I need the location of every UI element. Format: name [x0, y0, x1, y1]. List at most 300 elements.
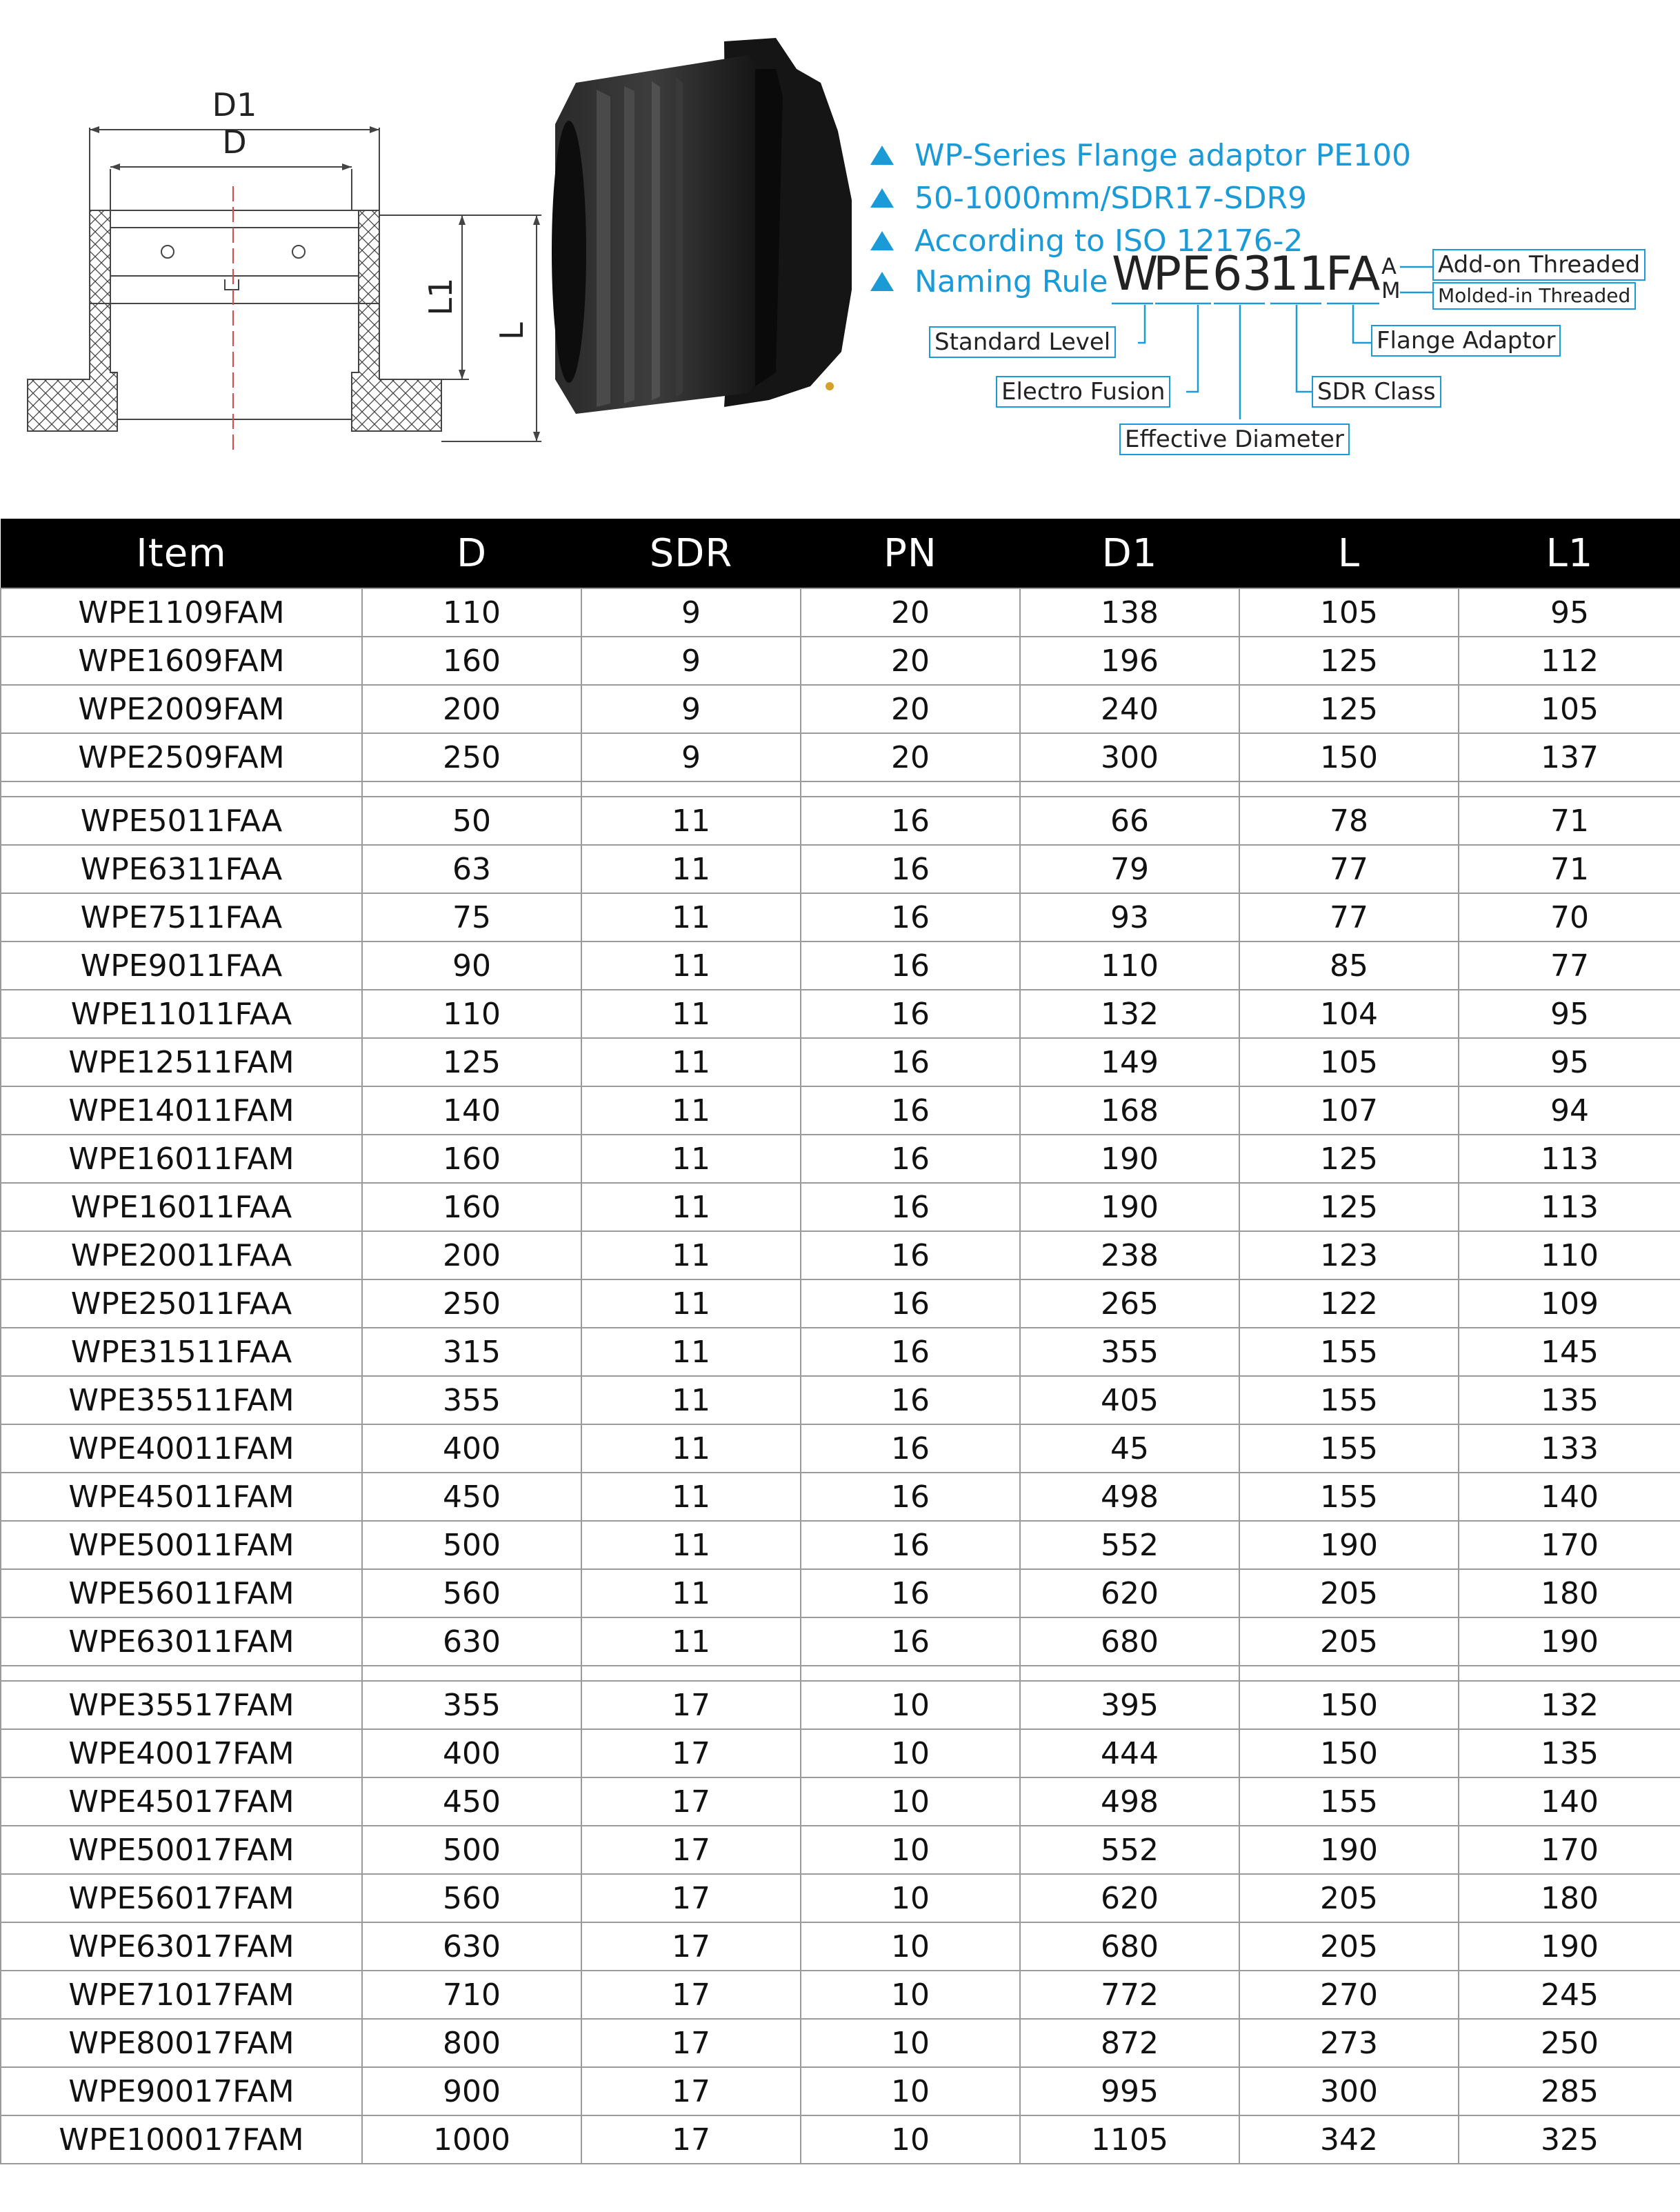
cell-l: 205 [1239, 1874, 1459, 1922]
cell-d1: 190 [1020, 1183, 1239, 1231]
tag-electro-fusion: Electro Fusion [996, 376, 1170, 408]
cell-pn: 16 [801, 1424, 1020, 1473]
cell-pn: 16 [801, 1521, 1020, 1569]
cell-l1: 170 [1459, 1521, 1680, 1569]
feature-item-series [870, 134, 1411, 176]
table-row [1, 1874, 1680, 1922]
cell-d1: 93 [1020, 893, 1239, 941]
cell-l1: 95 [1459, 1038, 1680, 1086]
cell-l1: 245 [1459, 1971, 1680, 2019]
cell-l1: 110 [1459, 1231, 1680, 1279]
cell-d1: 190 [1020, 1135, 1239, 1183]
triangle-bullet-icon [870, 272, 894, 291]
cell-sdr: 11 [581, 1086, 801, 1135]
table-row [1, 1183, 1680, 1231]
code-part-standard-level: W [1112, 247, 1159, 301]
cell-sdr: 9 [581, 733, 801, 781]
cell-l1: 71 [1459, 797, 1680, 845]
cell-sdr: 17 [581, 1729, 801, 1777]
header-sdr: SDR [581, 519, 801, 588]
cell-l1: 70 [1459, 893, 1680, 941]
cell-sdr: 11 [581, 1038, 801, 1086]
triangle-bullet-icon [870, 146, 894, 165]
cell-pn: 16 [801, 990, 1020, 1038]
cell-sdr: 11 [581, 1183, 801, 1231]
separator-cell [1459, 781, 1680, 797]
cell-l: 205 [1239, 1617, 1459, 1666]
cell-d1: 995 [1020, 2067, 1239, 2115]
cell-pn: 16 [801, 1086, 1020, 1135]
cell-l: 123 [1239, 1231, 1459, 1279]
cell-item: WPE71017FAM [1, 1971, 362, 2019]
cell-d1: 872 [1020, 2019, 1239, 2067]
cell-d1: 355 [1020, 1328, 1239, 1376]
cell-pn: 16 [801, 845, 1020, 893]
cell-l: 155 [1239, 1328, 1459, 1376]
separator-cell [1239, 781, 1459, 797]
cell-sdr: 11 [581, 1328, 801, 1376]
cell-d1: 680 [1020, 1617, 1239, 1666]
code-part-electro-fusion: PE [1153, 247, 1211, 301]
cell-d: 110 [362, 990, 581, 1038]
cell-l1: 132 [1459, 1681, 1680, 1729]
cell-l1: 190 [1459, 1617, 1680, 1666]
l-label: L [493, 322, 530, 340]
feature-text: 50-1000mm/SDR17-SDR9 [914, 180, 1308, 216]
cell-d: 63 [362, 845, 581, 893]
cell-sdr: 17 [581, 1681, 801, 1729]
cell-l: 125 [1239, 1135, 1459, 1183]
separator-cell [581, 781, 801, 797]
code-part-flange-adaptor: FA [1326, 247, 1381, 301]
cell-l1: 95 [1459, 990, 1680, 1038]
cell-l1: 71 [1459, 845, 1680, 893]
cell-l: 155 [1239, 1424, 1459, 1473]
cell-l: 205 [1239, 1922, 1459, 1971]
cell-l: 105 [1239, 1038, 1459, 1086]
cell-l1: 145 [1459, 1328, 1680, 1376]
tag-add-on-threaded: Add-on Threaded [1432, 249, 1646, 281]
table-row [1, 1777, 1680, 1826]
separator-cell [1459, 1666, 1680, 1681]
cell-pn: 10 [801, 1777, 1020, 1826]
cell-item: WPE35517FAM [1, 1681, 362, 1729]
cell-sdr: 11 [581, 1279, 801, 1328]
cell-d1: 405 [1020, 1376, 1239, 1424]
triangle-bullet-icon [870, 231, 894, 250]
cell-item: WPE2509FAM [1, 733, 362, 781]
cell-l: 150 [1239, 1681, 1459, 1729]
cell-pn: 20 [801, 588, 1020, 637]
feature-item-naming-rule [870, 261, 1108, 302]
cell-d1: 1105 [1020, 2115, 1239, 2164]
d1-label: D1 [212, 86, 257, 123]
cell-l1: 250 [1459, 2019, 1680, 2067]
cell-sdr: 17 [581, 1826, 801, 1874]
cell-pn: 16 [801, 1183, 1020, 1231]
separator-cell [581, 1666, 801, 1681]
cell-sdr: 9 [581, 685, 801, 733]
cell-d: 500 [362, 1521, 581, 1569]
cell-item: WPE31511FAA [1, 1328, 362, 1376]
cell-item: WPE25011FAA [1, 1279, 362, 1328]
cell-d1: 680 [1020, 1922, 1239, 1971]
tag-standard-level: Standard Level [929, 326, 1116, 358]
table-row [1, 1424, 1680, 1473]
cell-l1: 95 [1459, 588, 1680, 637]
cell-item: WPE40011FAM [1, 1424, 362, 1473]
cell-d: 1000 [362, 2115, 581, 2164]
cell-d: 630 [362, 1922, 581, 1971]
cell-sdr: 17 [581, 2019, 801, 2067]
cell-sdr: 11 [581, 893, 801, 941]
cell-d1: 110 [1020, 941, 1239, 990]
cell-sdr: 9 [581, 637, 801, 685]
table-row [1, 1038, 1680, 1086]
cell-l: 150 [1239, 733, 1459, 781]
cell-l1: 190 [1459, 1922, 1680, 1971]
cell-l: 77 [1239, 893, 1459, 941]
separator-cell [801, 781, 1020, 797]
cell-pn: 16 [801, 1231, 1020, 1279]
cell-d1: 79 [1020, 845, 1239, 893]
cell-l: 77 [1239, 845, 1459, 893]
cell-d: 75 [362, 893, 581, 941]
table-row [1, 1279, 1680, 1328]
cell-d: 900 [362, 2067, 581, 2115]
cell-pn: 16 [801, 1279, 1020, 1328]
cell-sdr: 11 [581, 1135, 801, 1183]
cell-l: 273 [1239, 2019, 1459, 2067]
cell-l: 155 [1239, 1473, 1459, 1521]
cell-pn: 10 [801, 1826, 1020, 1874]
cell-l: 104 [1239, 990, 1459, 1038]
cell-l: 342 [1239, 2115, 1459, 2164]
cell-d1: 300 [1020, 733, 1239, 781]
cell-sdr: 17 [581, 1777, 801, 1826]
separator-cell [1239, 1666, 1459, 1681]
cell-d: 125 [362, 1038, 581, 1086]
triangle-bullet-icon [870, 188, 894, 208]
cell-pn: 20 [801, 637, 1020, 685]
cell-l1: 180 [1459, 1874, 1680, 1922]
cell-d1: 138 [1020, 588, 1239, 637]
cell-l: 150 [1239, 1729, 1459, 1777]
cell-l1: 180 [1459, 1569, 1680, 1617]
suffix-option-a: A [1381, 253, 1397, 279]
separator-cell [1, 781, 362, 797]
cell-pn: 16 [801, 1038, 1020, 1086]
cell-sdr: 17 [581, 2067, 801, 2115]
code-part-sdr-class: 11 [1269, 247, 1329, 301]
cell-item: WPE63017FAM [1, 1922, 362, 1971]
cell-pn: 16 [801, 1328, 1020, 1376]
tag-molded-in-threaded: Molded-in Threaded [1432, 282, 1636, 310]
cell-pn: 10 [801, 1681, 1020, 1729]
cell-sdr: 17 [581, 1922, 801, 1971]
table-row [1, 893, 1680, 941]
cell-pn: 16 [801, 1135, 1020, 1183]
cell-d: 110 [362, 588, 581, 637]
cell-sdr: 9 [581, 588, 801, 637]
cell-d1: 238 [1020, 1231, 1239, 1279]
cell-sdr: 17 [581, 1874, 801, 1922]
cell-l1: 135 [1459, 1729, 1680, 1777]
separator-cell [362, 1666, 581, 1681]
cell-l1: 77 [1459, 941, 1680, 990]
cell-pn: 16 [801, 941, 1020, 990]
cell-d1: 444 [1020, 1729, 1239, 1777]
separator-cell [1020, 781, 1239, 797]
cell-l: 205 [1239, 1569, 1459, 1617]
cell-item: WPE35511FAM [1, 1376, 362, 1424]
cell-d: 355 [362, 1376, 581, 1424]
feature-text: According to ISO 12176-2 [914, 223, 1303, 259]
tag-flange-adaptor: Flange Adaptor [1371, 325, 1561, 357]
feature-text: Naming Rule [914, 263, 1108, 299]
cell-pn: 16 [801, 1569, 1020, 1617]
cell-item: WPE9011FAA [1, 941, 362, 990]
cell-l1: 112 [1459, 637, 1680, 685]
cell-l: 107 [1239, 1086, 1459, 1135]
table-row [1, 1473, 1680, 1521]
cell-item: WPE40017FAM [1, 1729, 362, 1777]
separator-cell [362, 781, 581, 797]
cell-item: WPE20011FAA [1, 1231, 362, 1279]
tag-effective-diameter: Effective Diameter [1119, 424, 1350, 455]
table-header-row [1, 519, 1680, 588]
cell-l: 155 [1239, 1777, 1459, 1826]
group-separator-row [1, 781, 1680, 797]
cell-sdr: 11 [581, 845, 801, 893]
cell-l1: 113 [1459, 1183, 1680, 1231]
cell-l: 105 [1239, 588, 1459, 637]
feature-item-size-range [870, 177, 1307, 219]
cell-d: 200 [362, 1231, 581, 1279]
cell-d: 500 [362, 1826, 581, 1874]
cell-item: WPE1609FAM [1, 637, 362, 685]
cell-d: 710 [362, 1971, 581, 2019]
cell-item: WPE45017FAM [1, 1777, 362, 1826]
cell-d: 315 [362, 1328, 581, 1376]
group-separator-row [1, 1666, 1680, 1681]
cell-d: 160 [362, 1135, 581, 1183]
cell-l1: 140 [1459, 1777, 1680, 1826]
separator-cell [1020, 1666, 1239, 1681]
table-row [1, 1971, 1680, 2019]
cell-l1: 140 [1459, 1473, 1680, 1521]
cell-l1: 113 [1459, 1135, 1680, 1183]
cell-item: WPE50011FAM [1, 1521, 362, 1569]
cell-pn: 16 [801, 797, 1020, 845]
cell-d1: 66 [1020, 797, 1239, 845]
cell-d: 250 [362, 1279, 581, 1328]
cell-l1: 137 [1459, 733, 1680, 781]
table-row [1, 1681, 1680, 1729]
cell-sdr: 11 [581, 797, 801, 845]
cell-l: 125 [1239, 637, 1459, 685]
cell-l: 125 [1239, 685, 1459, 733]
cell-l: 122 [1239, 1279, 1459, 1328]
cell-item: WPE6311FAA [1, 845, 362, 893]
cell-d: 90 [362, 941, 581, 990]
cell-pn: 10 [801, 2115, 1020, 2164]
cell-l: 78 [1239, 797, 1459, 845]
cell-l: 190 [1239, 1521, 1459, 1569]
cell-pn: 10 [801, 2019, 1020, 2067]
cell-d: 630 [362, 1617, 581, 1666]
cell-d: 450 [362, 1777, 581, 1826]
table-row [1, 2019, 1680, 2067]
cell-l1: 325 [1459, 2115, 1680, 2164]
table-row [1, 1376, 1680, 1424]
cell-item: WPE14011FAM [1, 1086, 362, 1135]
cell-pn: 16 [801, 1376, 1020, 1424]
cell-item: WPE50017FAM [1, 1826, 362, 1874]
table-row [1, 1135, 1680, 1183]
table-row [1, 941, 1680, 990]
cell-d: 160 [362, 637, 581, 685]
cell-d1: 240 [1020, 685, 1239, 733]
table-row [1, 637, 1680, 685]
header-d: D [362, 519, 581, 588]
cell-d1: 168 [1020, 1086, 1239, 1135]
header-l1: L1 [1459, 519, 1680, 588]
cell-pn: 16 [801, 1617, 1020, 1666]
separator-cell [1, 1666, 362, 1681]
cell-sdr: 11 [581, 1473, 801, 1521]
specification-table [0, 519, 1680, 2164]
cell-d1: 498 [1020, 1777, 1239, 1826]
cell-l: 125 [1239, 1183, 1459, 1231]
flange-adaptor-product-image [548, 28, 872, 435]
cell-sdr: 11 [581, 941, 801, 990]
table-row [1, 1729, 1680, 1777]
table-row [1, 588, 1680, 637]
cell-d: 140 [362, 1086, 581, 1135]
header-item: Item [1, 519, 362, 588]
cell-l1: 133 [1459, 1424, 1680, 1473]
cell-sdr: 11 [581, 1376, 801, 1424]
cell-sdr: 11 [581, 1424, 801, 1473]
cell-d1: 395 [1020, 1681, 1239, 1729]
cell-pn: 10 [801, 1729, 1020, 1777]
table-row [1, 845, 1680, 893]
table-row [1, 1826, 1680, 1874]
cell-item: WPE16011FAA [1, 1183, 362, 1231]
table-row [1, 1328, 1680, 1376]
cell-l1: 170 [1459, 1826, 1680, 1874]
cell-item: WPE56017FAM [1, 1874, 362, 1922]
table-row [1, 2067, 1680, 2115]
cell-l: 155 [1239, 1376, 1459, 1424]
d-label: D [222, 123, 247, 161]
cell-d1: 45 [1020, 1424, 1239, 1473]
cell-sdr: 11 [581, 1231, 801, 1279]
cell-pn: 16 [801, 893, 1020, 941]
cell-item: WPE5011FAA [1, 797, 362, 845]
cell-sdr: 11 [581, 1521, 801, 1569]
cell-item: WPE2009FAM [1, 685, 362, 733]
cell-l1: 94 [1459, 1086, 1680, 1135]
cell-l1: 105 [1459, 685, 1680, 733]
table-row [1, 685, 1680, 733]
cell-item: WPE11011FAA [1, 990, 362, 1038]
cell-d1: 552 [1020, 1521, 1239, 1569]
cell-pn: 10 [801, 1874, 1020, 1922]
cell-d: 355 [362, 1681, 581, 1729]
tag-sdr-class: SDR Class [1312, 376, 1441, 408]
cell-d: 400 [362, 1729, 581, 1777]
cross-section-drawing [21, 83, 552, 469]
table-row [1, 1569, 1680, 1617]
cell-pn: 10 [801, 1971, 1020, 2019]
cell-sdr: 17 [581, 2115, 801, 2164]
cell-item: WPE56011FAM [1, 1569, 362, 1617]
cell-d: 400 [362, 1424, 581, 1473]
cell-pn: 16 [801, 1473, 1020, 1521]
separator-cell [801, 1666, 1020, 1681]
cell-d: 800 [362, 2019, 581, 2067]
cell-pn: 10 [801, 1922, 1020, 1971]
cell-d: 250 [362, 733, 581, 781]
cell-d1: 620 [1020, 1874, 1239, 1922]
l1-label: L1 [422, 277, 459, 316]
cell-item: WPE12511FAM [1, 1038, 362, 1086]
cell-item: WPE90017FAM [1, 2067, 362, 2115]
cell-d1: 149 [1020, 1038, 1239, 1086]
cell-l: 85 [1239, 941, 1459, 990]
header-d1: D1 [1020, 519, 1239, 588]
cell-d: 560 [362, 1874, 581, 1922]
header-l: L [1239, 519, 1459, 588]
cell-d1: 265 [1020, 1279, 1239, 1328]
table-row [1, 2115, 1680, 2164]
cell-sdr: 17 [581, 1971, 801, 2019]
cell-l1: 135 [1459, 1376, 1680, 1424]
table-row [1, 733, 1680, 781]
table-row [1, 1617, 1680, 1666]
cell-item: WPE16011FAM [1, 1135, 362, 1183]
table-body [1, 588, 1680, 2164]
cell-l1: 109 [1459, 1279, 1680, 1328]
cell-item: WPE100017FAM [1, 2115, 362, 2164]
cell-d1: 196 [1020, 637, 1239, 685]
cell-item: WPE80017FAM [1, 2019, 362, 2067]
cell-pn: 20 [801, 685, 1020, 733]
suffix-option-m: M [1381, 277, 1401, 303]
cell-d1: 620 [1020, 1569, 1239, 1617]
cell-pn: 20 [801, 733, 1020, 781]
cell-d1: 498 [1020, 1473, 1239, 1521]
header-pn: PN [801, 519, 1020, 588]
cell-item: WPE45011FAM [1, 1473, 362, 1521]
cell-d: 50 [362, 797, 581, 845]
cell-l: 190 [1239, 1826, 1459, 1874]
cell-l: 270 [1239, 1971, 1459, 2019]
code-part-effective-diameter: 63 [1212, 247, 1272, 301]
cell-item: WPE63011FAM [1, 1617, 362, 1666]
table-row [1, 1922, 1680, 1971]
cell-l: 300 [1239, 2067, 1459, 2115]
table-row [1, 797, 1680, 845]
cell-d: 160 [362, 1183, 581, 1231]
cell-sdr: 11 [581, 990, 801, 1038]
cell-d1: 772 [1020, 1971, 1239, 2019]
cell-sdr: 11 [581, 1569, 801, 1617]
cell-d: 450 [362, 1473, 581, 1521]
cell-sdr: 11 [581, 1617, 801, 1666]
